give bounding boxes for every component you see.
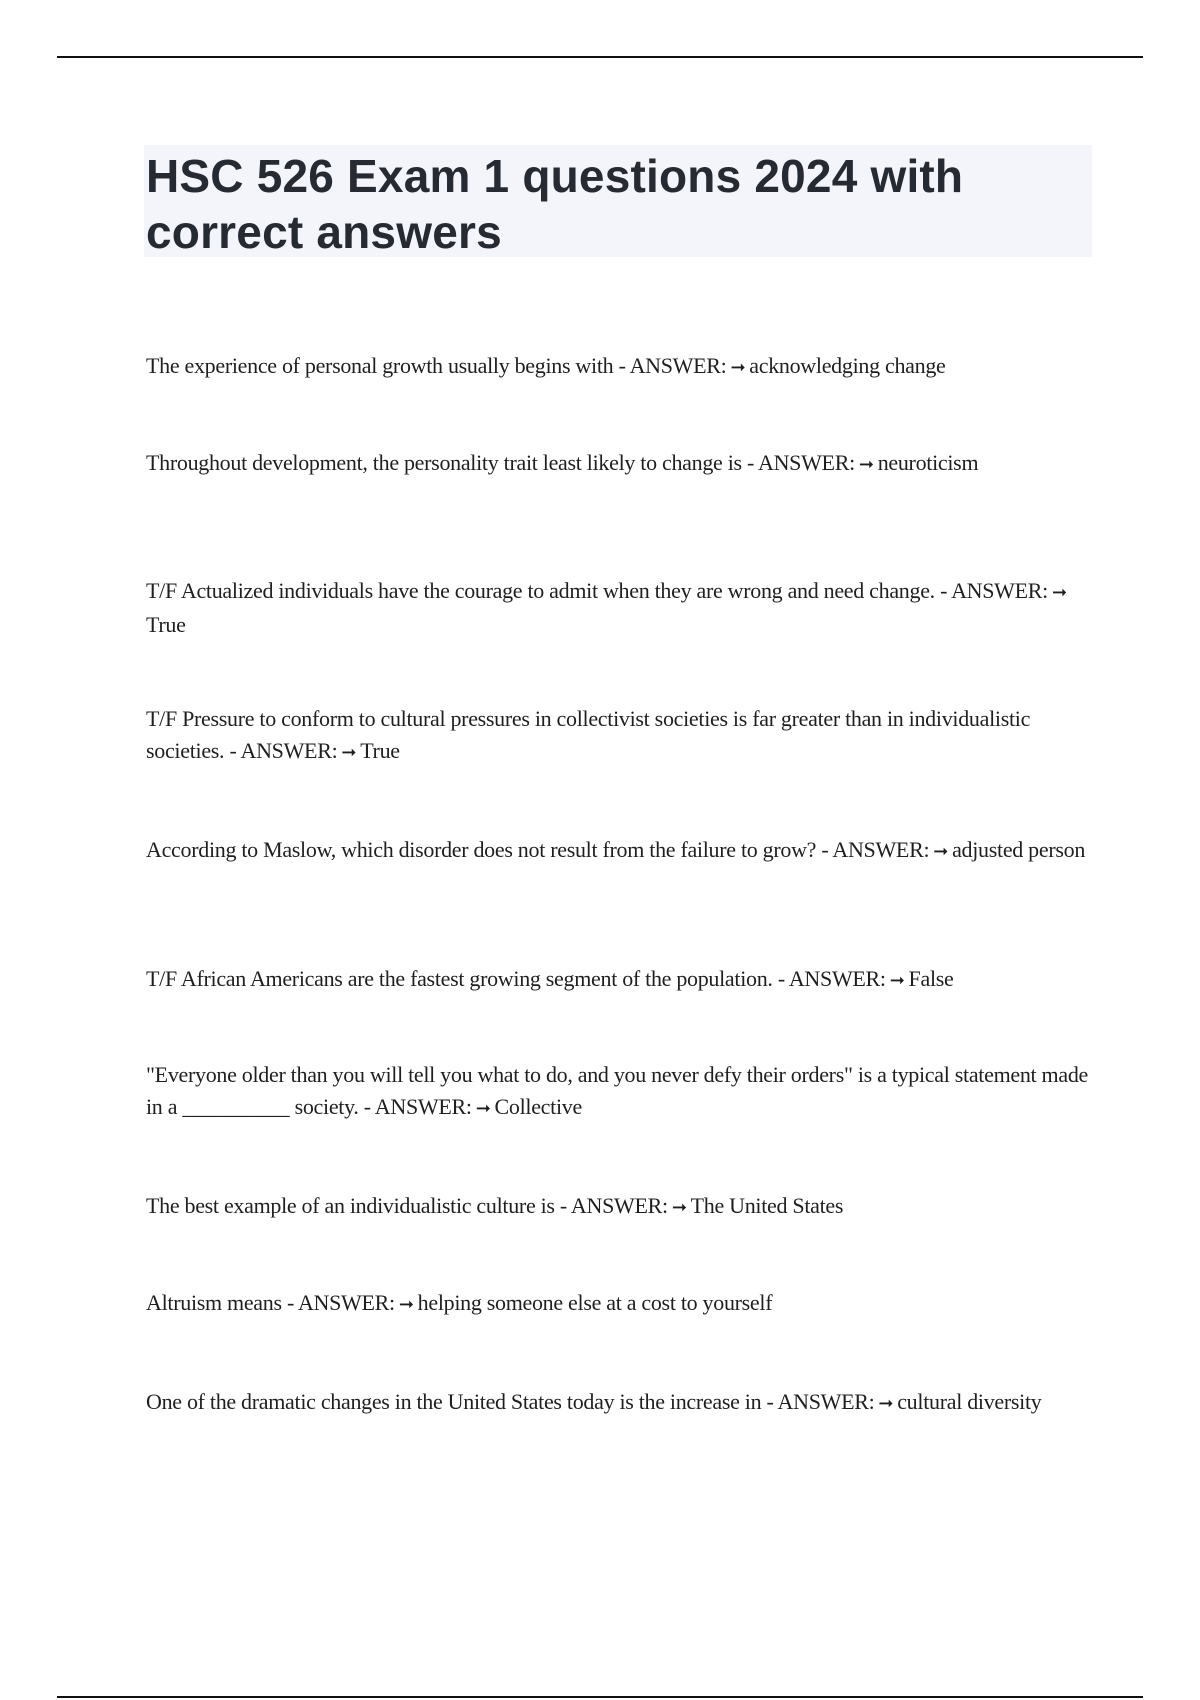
right-arrow-icon: ➞ bbox=[878, 1393, 894, 1414]
answer-separator: - ANSWER: bbox=[746, 450, 855, 475]
question-text: T/F African Americans are the fastest growing segment of the population. bbox=[146, 966, 773, 991]
right-arrow-icon: ➞ bbox=[730, 357, 746, 378]
question-text: The best example of an individualistic culture is bbox=[146, 1193, 555, 1218]
right-arrow-icon: ➞ bbox=[889, 970, 905, 991]
qa-item-6 bbox=[146, 963, 1096, 997]
right-arrow-icon: ➞ bbox=[933, 841, 949, 862]
answer-separator: - ANSWER: bbox=[940, 578, 1048, 603]
answer-separator: - ANSWER: bbox=[559, 1193, 668, 1218]
question-text: According to Maslow, which disorder does not result from the failure to grow? bbox=[146, 837, 817, 862]
qa-item-9 bbox=[146, 1287, 1096, 1321]
answer-text: adjusted person bbox=[952, 837, 1086, 862]
question-text: T/F Actualized individuals have the courage to admit when they are wrong and need change. bbox=[146, 578, 935, 603]
answer-text: Collective bbox=[494, 1094, 582, 1119]
answer-text: acknowledging change bbox=[749, 353, 946, 378]
qa-item-10 bbox=[146, 1386, 1096, 1420]
answer-text: cultural diversity bbox=[897, 1389, 1042, 1414]
question-text: The experience of personal growth usually begins with bbox=[146, 353, 614, 378]
right-arrow-icon: ➞ bbox=[341, 742, 357, 763]
qa-item-7 bbox=[146, 1059, 1096, 1125]
right-arrow-icon: ➞ bbox=[398, 1294, 414, 1315]
answer-text: False bbox=[908, 966, 954, 991]
question-text: Throughout development, the personality trait least likely to change is bbox=[146, 450, 742, 475]
answer-separator: - ANSWER: bbox=[229, 738, 338, 763]
qa-item-4 bbox=[146, 703, 1096, 769]
answer-separator: - ANSWER: bbox=[777, 966, 886, 991]
answer-separator: - ANSWER: bbox=[618, 353, 727, 378]
qa-item-3 bbox=[146, 575, 1096, 641]
question-text: One of the dramatic changes in the United States today is the increase in bbox=[146, 1389, 762, 1414]
qa-item-2 bbox=[146, 447, 1096, 481]
answer-text: The United States bbox=[690, 1193, 844, 1218]
top-divider bbox=[57, 56, 1143, 58]
right-arrow-icon: ➞ bbox=[671, 1197, 687, 1218]
answer-text: helping someone else at a cost to yourself bbox=[417, 1290, 773, 1315]
bottom-divider bbox=[57, 1696, 1143, 1698]
document-title: HSC 526 Exam 1 questions 2024 with correct answers bbox=[146, 150, 964, 258]
qa-item-1 bbox=[146, 350, 1096, 384]
answer-text: neuroticism bbox=[877, 450, 979, 475]
answer-text: True bbox=[146, 612, 186, 637]
answer-text: True bbox=[360, 738, 400, 763]
question-text: T/F Pressure to conform to cultural pressures in collectivist societies is far greater than in individualistic societies. bbox=[146, 706, 1031, 763]
answer-separator: - ANSWER: bbox=[766, 1389, 875, 1414]
qa-item-5 bbox=[146, 834, 1096, 868]
answer-separator: - ANSWER: bbox=[821, 837, 930, 862]
right-arrow-icon: ➞ bbox=[858, 454, 874, 475]
right-arrow-icon: ➞ bbox=[1051, 582, 1067, 603]
answer-separator: - ANSWER: bbox=[286, 1290, 395, 1315]
question-text: "Everyone older than you will tell you what to do, and you never defy their orders" is a typical statement made in a __________ society. bbox=[146, 1062, 1088, 1119]
right-arrow-icon: ➞ bbox=[475, 1098, 491, 1119]
answer-separator: - ANSWER: bbox=[363, 1094, 472, 1119]
qa-item-8 bbox=[146, 1190, 1096, 1224]
question-text: Altruism means bbox=[146, 1290, 282, 1315]
